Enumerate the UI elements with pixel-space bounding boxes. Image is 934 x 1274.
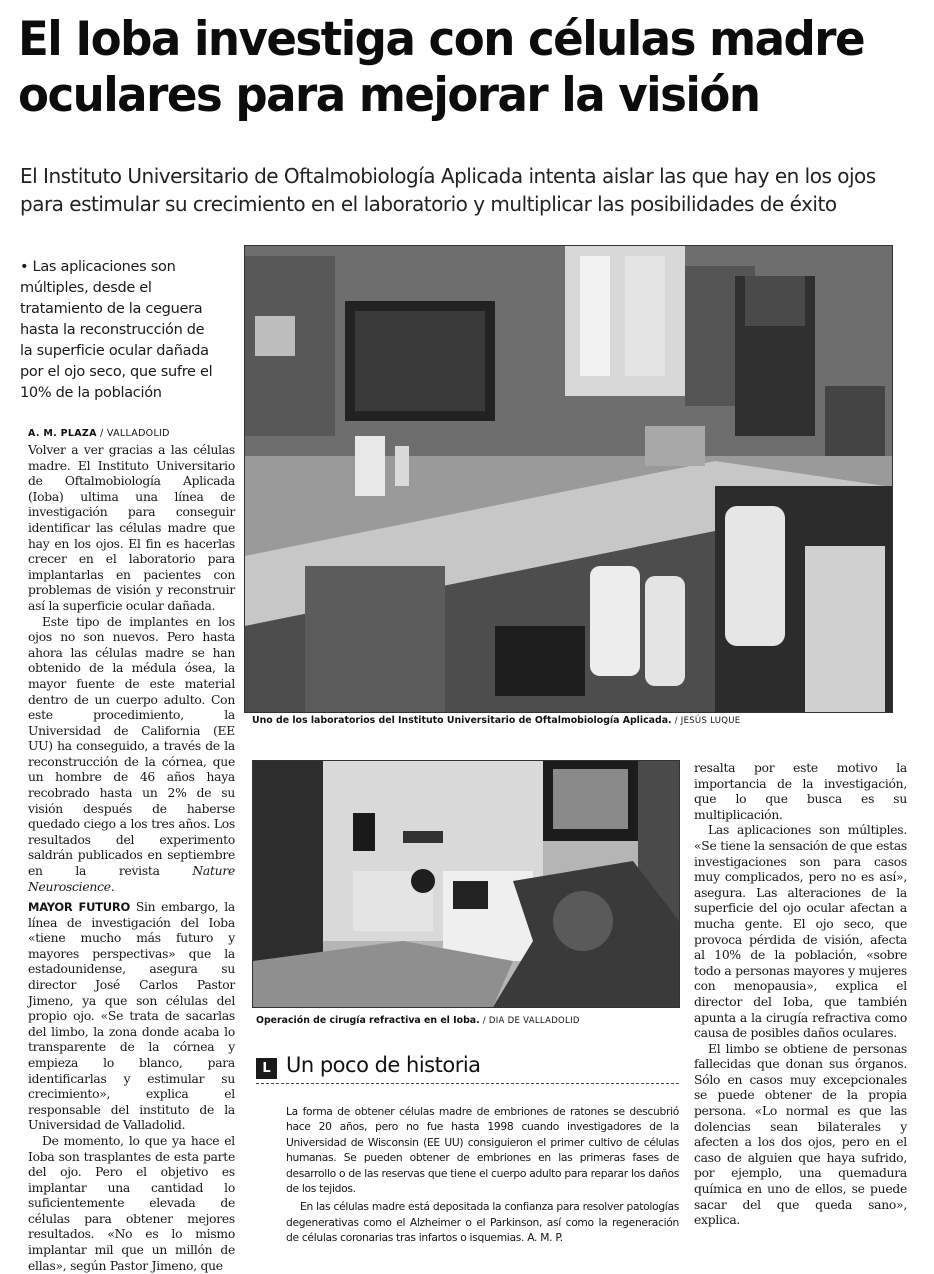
sidebar-paragraph: La forma de obtener células madre de embriones de ratones se descubrió hace 20 años, pero no fue hasta 1998 cuando investigadores de la Universidad de Wisconsin (EE UU) consiguieron el primer cultivo de células humanas. Se pueden obtener de embriones en las primeras fases de desarrollo o de las reservas que tiene el cuerpo adulto para reparar los daños de los tejidos. — [286, 1105, 679, 1196]
article-paragraph: El limbo se obtiene de personas fallecidas que donan sus órganos. Sólo en casos muy excepcionales se puede obtener de la propia persona. «Lo normal es que las dolencias sean bilaterales y afecten a los dos ojos, pero en el caso de alguien que haya sufrido, por ejemplo, una quemadura química en uno de ellos, se puede sacar del que queda sano», explica. — [694, 1041, 907, 1228]
caption-text: Operación de cirugía refractiva en el Ioba. — [256, 1015, 480, 1026]
article-paragraph: resalta por este motivo la importancia de la investigación, que lo que busca es su multiplicación. — [694, 761, 907, 822]
sidebar-logo-icon: L — [256, 1058, 277, 1079]
article-paragraph: De momento, lo que ya hace el Ioba son trasplantes de esta parte del ojo. Pero el objetivo es implantar una cantidad lo suficientemente elevada de células para obtener mejores resultados. «No es lo mismo implantar mil que un millón de ellas», según Pastor Jimeno, que — [28, 1133, 235, 1273]
article-text: Sin embargo, la línea de investigación del Ioba «tiene mucho más futuro y mayores perspectivas» que la estadounidense, asegura su director José Carlos Pastor Jimeno, ya que son células del propio ojo. «Se trata de sacarlas del limbo, la zona donde acaba lo transparente de la córnea y empieza lo blanco, para identificarlas y estimular su crecimiento», explica el responsable del instituto de la Universidad de Valladolid. — [28, 900, 235, 1133]
article-column-1 — [28, 443, 235, 895]
article-text: Este tipo de implantes en los ojos no son nuevos. Pero hasta ahora las células madre se han obtenido de la médula ósea, la mayor fuente de este material dentro de un cuerpo adulto. Con este procedimiento, la Universidad de California (EE UU) ha conseguido, a través de la reconstrucción de la córnea, que un hombre de 46 años haya recobrado hasta un 2% de su visión después de haberse quedado ciego a los tres años. Los resultados del experimento saldrán publicados en septiembre en la revista — [28, 614, 235, 879]
byline — [28, 428, 233, 439]
byline-place: VALLADOLID — [106, 428, 170, 439]
journal-name: Nature Neuroscience — [28, 864, 235, 894]
byline-author: A. M. PLAZA — [28, 428, 97, 439]
photo-caption — [256, 1015, 580, 1026]
headline: El Ioba investiga con células madre oculares para mejorar la visión — [18, 12, 865, 123]
summary: • Las aplicaciones son múltiples, desde el tratamiento de la ceguera hasta la reconstrucción de la superficie ocular dañada por el ojo seco, que sufre el 10% de la población — [20, 259, 213, 401]
article-paragraph — [28, 900, 235, 1134]
article-paragraph — [28, 615, 235, 896]
sidebar-paragraph: En las células madre está depositada la confianza para resolver patologías degenerativas como el Alzheimer o el Parkinson, así como la regeneración de células coronarias tras infartos o isquemias. A. M. P. — [286, 1200, 679, 1245]
subheadline: El Instituto Universitario de Oftalmobiología Aplicada intenta aislar las que hay en los ojos para estimular su crecimiento en el laboratorio y multiplicar las posibilidades de éxito — [20, 164, 876, 216]
article-column-1-continued — [28, 900, 235, 1274]
article-column-3 — [694, 761, 907, 1229]
article-paragraph: Las aplicaciones son múltiples. «Se tiene la sensación de que estas investigaciones son para casos muy complicados, pero no es así», asegura. Las alteraciones de la superficie del ojo ocular afectan a mucha gente. El ojo seco, que provoca pérdida de visión, afecta al 10% de la población, «sobre todo a personas mayores y mujeres con menopausia», explica el director del Ioba, que también apunta a la cirugía refractiva como causa de posibles daños oculares. — [694, 823, 907, 1041]
sidebar-title: Un poco de historia — [286, 1053, 481, 1077]
section-lead: MAYOR FUTURO — [28, 900, 130, 914]
sidebar-divider — [256, 1083, 679, 1084]
photo-credit: / JESÚS LUQUE — [671, 716, 741, 726]
surgery-photo — [252, 760, 680, 1008]
article-text: . — [110, 879, 115, 894]
sidebar-body — [286, 1104, 679, 1246]
photo-credit: / DIA DE VALLADOLID — [479, 1016, 580, 1026]
article-paragraph: Volver a ver gracias a las células madre. El Instituto Universitario de Oftalmobiología Aplicada (Ioba) ultima una línea de investigación para conseguir identificar las células madre que hay en los ojos. El fin es hacerlas crecer en el laboratorio para implantarlas en pacientes con problemas de visión y reconstruir así la superficie ocular dañada. — [28, 443, 235, 613]
photo-caption — [252, 715, 740, 726]
lab-photo — [244, 245, 893, 713]
byline-separator: / — [96, 428, 107, 439]
caption-text: Uno de los laboratorios del Instituto Universitario de Oftalmobiología Aplicada. — [252, 715, 672, 726]
